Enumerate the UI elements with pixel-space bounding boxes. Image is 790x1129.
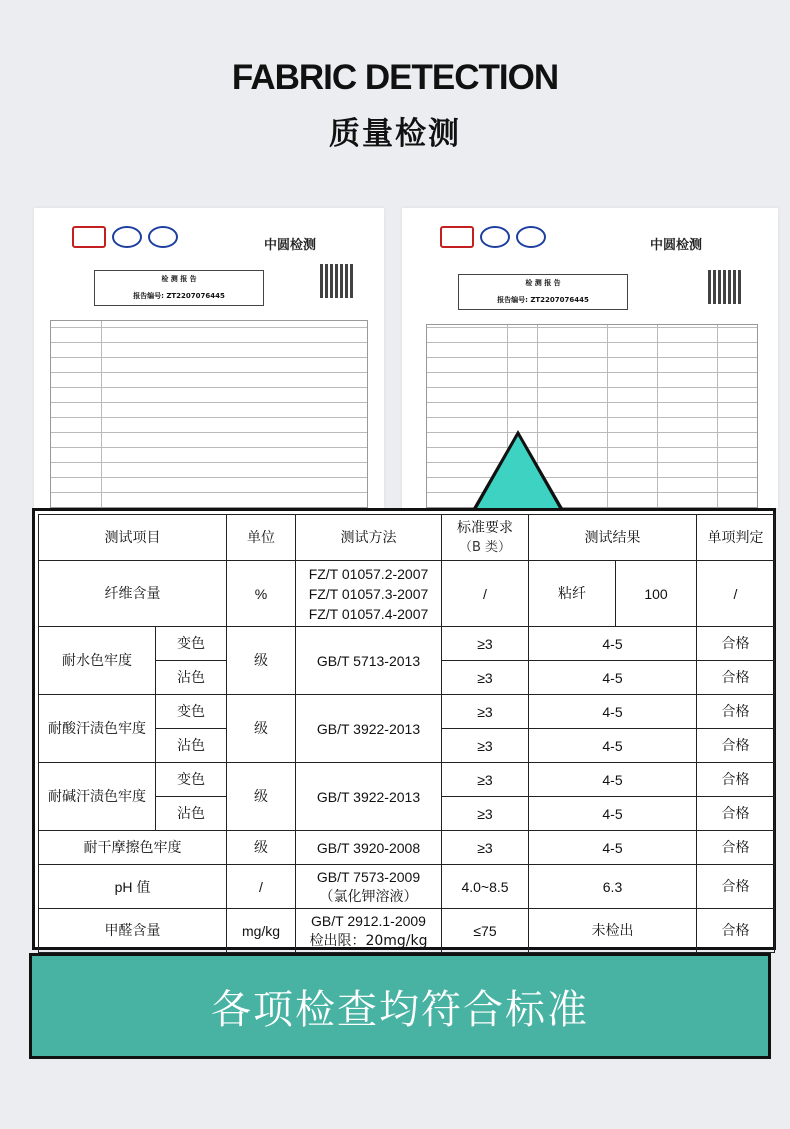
row-standard: ≥3: [442, 763, 529, 797]
header-item: 测试项目: [39, 515, 227, 561]
row-result-value: 100: [616, 561, 697, 627]
row-method: [296, 561, 442, 627]
row-subitem: 沾色: [156, 661, 227, 695]
summary-text: 各项检查均符合标准: [211, 986, 589, 1033]
report-header-box: [94, 270, 264, 306]
row-standard: /: [442, 561, 529, 627]
method-sub-line: （氯化钾溶液）: [319, 888, 418, 905]
row-unit: mg/kg: [227, 909, 296, 953]
table-row: [39, 695, 775, 729]
row-subitem: 变色: [156, 627, 227, 661]
row-standard: ≥3: [442, 797, 529, 831]
cnas-logo-icon: [148, 226, 178, 248]
row-unit: 级: [227, 695, 296, 763]
method-line: FZ/T 01057.2-2007: [308, 565, 429, 582]
row-item: 耐酸汗渍色牢度: [39, 695, 156, 763]
row-method: [296, 865, 442, 909]
lab-name: 中圆检测: [650, 238, 703, 253]
lab-name: 中圆检测: [264, 238, 317, 253]
title-english: FABRIC DETECTION: [231, 58, 559, 97]
row-method: GB/T 3920-2008: [296, 831, 442, 865]
row-item: pH 值: [39, 865, 227, 909]
row-unit: %: [227, 561, 296, 627]
row-result: 4-5: [529, 695, 697, 729]
table-row: [39, 561, 775, 627]
cma-logo-icon: [72, 226, 106, 248]
row-subitem: 沾色: [156, 729, 227, 763]
header-standard-sub: （B 类）: [458, 539, 512, 555]
row-standard: ≥3: [442, 627, 529, 661]
cnas-logo-icon: [516, 226, 546, 248]
report-thumbnail-right: [402, 208, 778, 508]
table-row: [39, 627, 775, 661]
report-number: 报告编号: ZT2207076445: [497, 296, 589, 304]
report-grid: [50, 320, 368, 508]
row-result: 未检出: [529, 909, 697, 953]
header-standard: [442, 515, 529, 561]
header-unit: 单位: [227, 515, 296, 561]
row-result-name: 粘纤: [529, 561, 616, 627]
row-subitem: 变色: [156, 695, 227, 729]
row-item: 耐水色牢度: [39, 627, 156, 695]
table-row: [39, 763, 775, 797]
row-judgement: 合格: [697, 865, 775, 909]
row-judgement: 合格: [697, 729, 775, 763]
header-method: 测试方法: [296, 515, 442, 561]
row-unit: /: [227, 865, 296, 909]
row-result: 4-5: [529, 627, 697, 661]
qr-code-icon: [320, 264, 354, 298]
pointer-triangle-icon: [476, 436, 560, 510]
row-unit: 级: [227, 627, 296, 695]
row-standard: ≥3: [442, 831, 529, 865]
method-line: GB/T 2912.1-2009: [311, 912, 426, 929]
method-line: FZ/T 01057.4-2007: [308, 605, 429, 622]
method-line: GB/T 7573-2009: [316, 868, 421, 885]
ilac-logo-icon: [480, 226, 510, 248]
report-header-box: [458, 274, 628, 310]
certification-logos: [72, 226, 178, 248]
row-method: [296, 909, 442, 953]
row-standard: ≥3: [442, 729, 529, 763]
report-heading: 检 测 报 告: [525, 279, 561, 287]
table-row: [39, 865, 775, 909]
row-result: 6.3: [529, 865, 697, 909]
results-table: [32, 508, 776, 950]
method-line: FZ/T 01057.3-2007: [308, 585, 429, 602]
cma-logo-icon: [440, 226, 474, 248]
row-item: 耐干摩擦色牢度: [39, 831, 227, 865]
row-judgement: /: [697, 561, 775, 627]
row-item: 甲醛含量: [39, 909, 227, 953]
ilac-logo-icon: [112, 226, 142, 248]
row-unit: 级: [227, 831, 296, 865]
row-standard: ≥3: [442, 695, 529, 729]
row-judgement: 合格: [697, 797, 775, 831]
table-row: [39, 831, 775, 865]
row-result: 4-5: [529, 831, 697, 865]
row-result: 4-5: [529, 729, 697, 763]
row-method: GB/T 5713-2013: [296, 627, 442, 695]
table-row: [39, 909, 775, 953]
row-result: 4-5: [529, 661, 697, 695]
row-judgement: 合格: [697, 763, 775, 797]
row-judgement: 合格: [697, 695, 775, 729]
report-number: 报告编号: ZT2207076445: [133, 292, 225, 300]
row-standard: ≥3: [442, 661, 529, 695]
certification-logos: [440, 226, 546, 248]
header-standard-label: 标准要求: [457, 519, 513, 536]
row-method: GB/T 3922-2013: [296, 695, 442, 763]
header-result: 测试结果: [529, 515, 697, 561]
row-standard: ≤75: [442, 909, 529, 953]
row-result: 4-5: [529, 797, 697, 831]
row-subitem: 变色: [156, 763, 227, 797]
qr-code-icon: [708, 270, 742, 304]
row-unit: 级: [227, 763, 296, 831]
row-method: GB/T 3922-2013: [296, 763, 442, 831]
report-heading: 检 测 报 告: [161, 275, 197, 283]
method-sub-line: 检出限：20mg/kg: [309, 932, 428, 949]
report-thumbnail-left: [34, 208, 384, 508]
row-judgement: 合格: [697, 831, 775, 865]
title-chinese: 质量检测: [329, 116, 461, 152]
header-judgement: 单项判定: [697, 515, 775, 561]
row-judgement: 合格: [697, 909, 775, 953]
table-header-row: [39, 515, 775, 561]
row-standard: 4.0~8.5: [442, 865, 529, 909]
row-result: 4-5: [529, 763, 697, 797]
row-judgement: 合格: [697, 661, 775, 695]
row-judgement: 合格: [697, 627, 775, 661]
row-subitem: 沾色: [156, 797, 227, 831]
row-item: 纤维含量: [39, 561, 227, 627]
row-item: 耐碱汗渍色牢度: [39, 763, 156, 831]
summary-banner: [29, 953, 771, 1059]
